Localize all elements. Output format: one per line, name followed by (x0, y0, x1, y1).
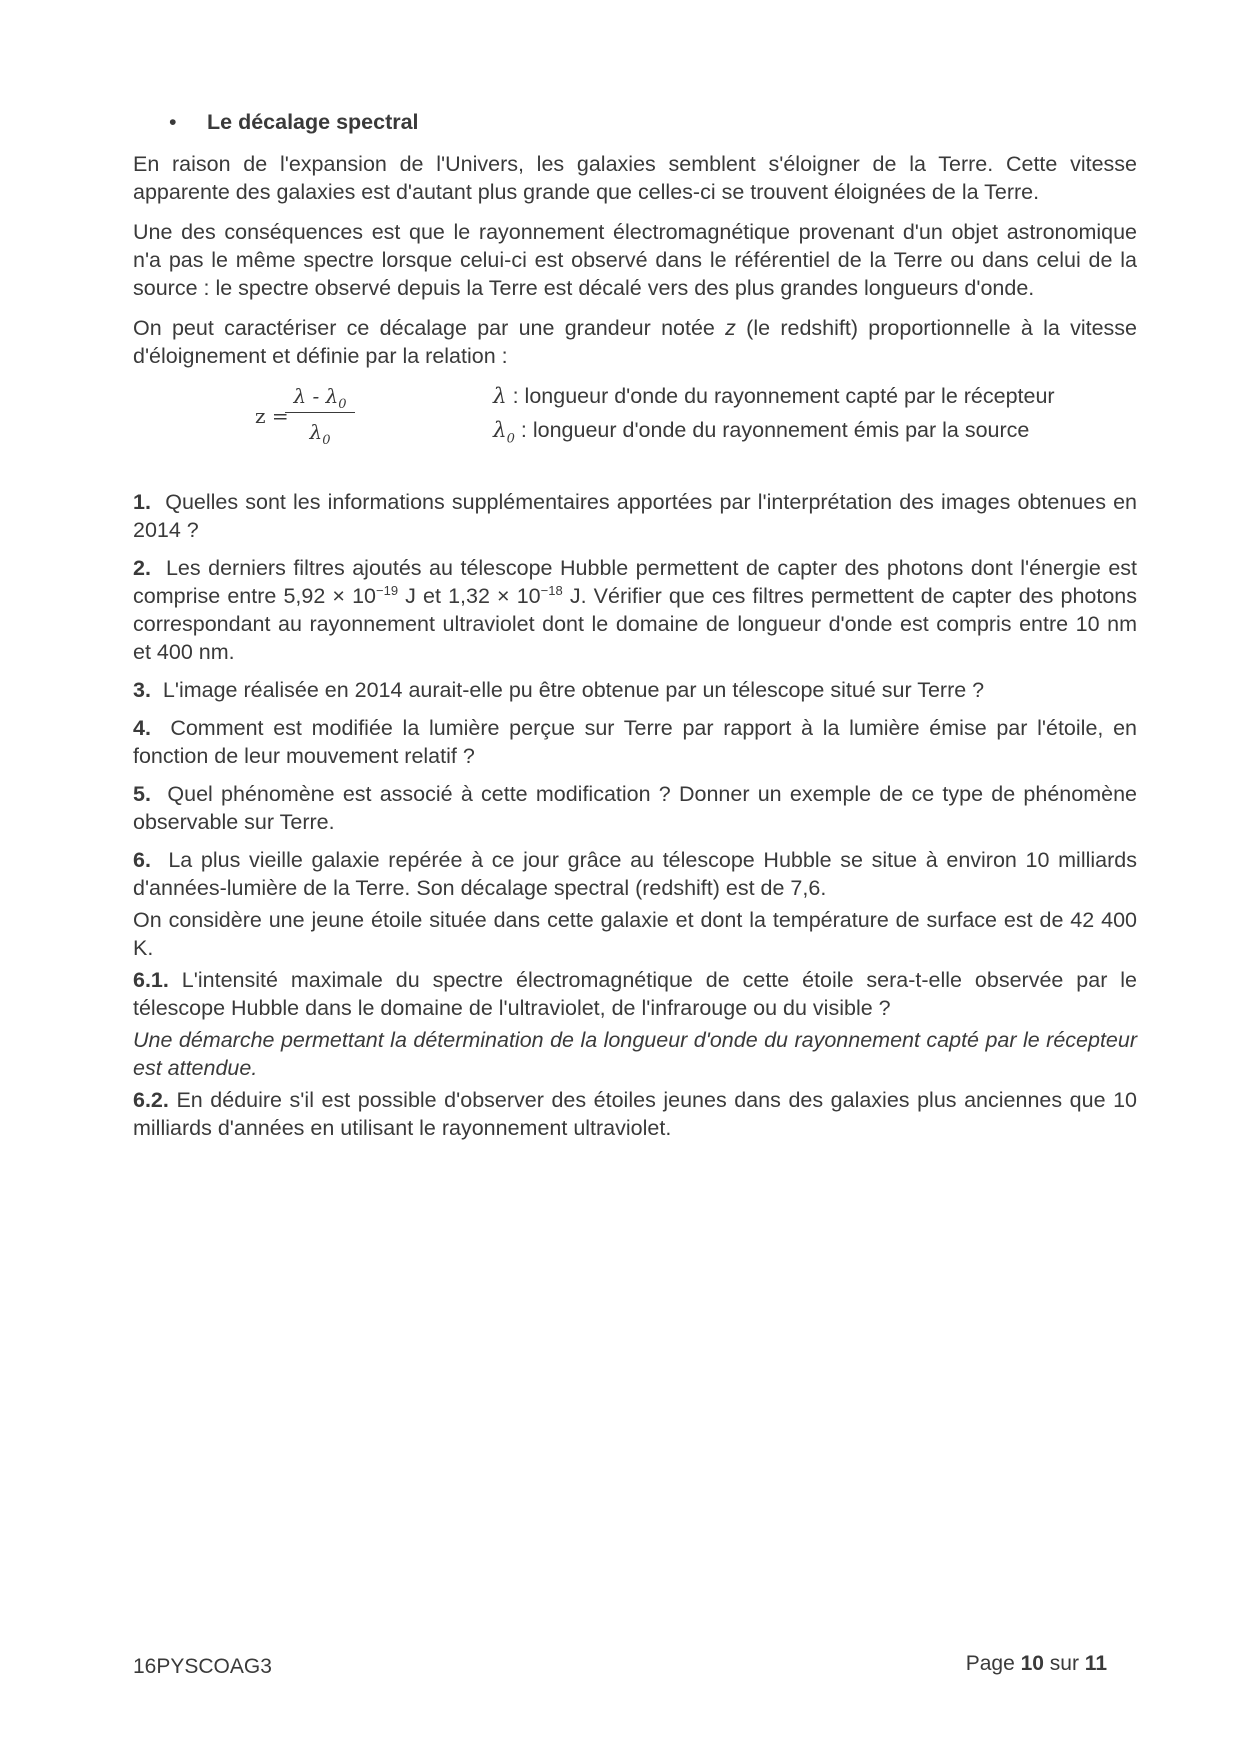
question-4: 4. Comment est modifiée la lumière perçue sur Terre par rapport à la lumière émise par l'étoile, en fonction de leur mouvement relatif ? (133, 716, 1137, 768)
formula-lhs: z = (255, 404, 289, 428)
question-6-1-note: Une démarche permettant la détermination de la longueur d'onde du rayonnement capté par le récepteur est attendue. (133, 1028, 1137, 1080)
formula-numerator: λ - $\lambda_0$ (293, 384, 347, 412)
question-1: 1. Quelles sont les informations supplémentaires apportées par l'interprétation des images obtenues en 2014 ? (133, 490, 1137, 542)
definition-lambda0: $\lambda_0$ : longueur d'onde du rayonnement émis par la source (493, 418, 1030, 447)
question-6-1: 6.1. L'intensité maximale du spectre électromagnétique de cette étoile sera-t-elle observée par le télescope Hubble dans le domaine de l'ultraviolet, de l'infrarouge ou du visible ? (133, 968, 1137, 1020)
page-content (133, 108, 1137, 1152)
fraction-bar (285, 412, 355, 413)
page-number: Page 10 sur 11 (965, 1652, 1107, 1675)
paragraph-redshift-intro: On peut caractériser ce décalage par une grandeur notée z (le redshift) proportionnelle à la vitesse d'éloignement et définie par la relation : (133, 316, 1137, 368)
formula-denominator: $\lambda_0$ (309, 420, 331, 448)
question-2: 2. Les derniers filtres ajoutés au télescope Hubble permettent de capter des photons dont l'énergie est comprise entre $5,92 \times 10^{-19}$ J et $1,32 \times 10^{-18}$ J. Vérifier que ces filtres permettent de capter des photons correspondant au rayonnement ultraviolet dont le domaine de longueur d'onde est compris entre 10 nm et 400 nm. (133, 556, 1137, 664)
question-3: 3. L'image réalisée en 2014 aurait-elle pu être obtenue par un télescope situé sur Terre ? (133, 678, 985, 702)
redshift-formula (255, 382, 365, 452)
question-6: 6. La plus vieille galaxie repérée à ce jour grâce au télescope Hubble se situe à environ 10 milliards d'années-lumière de la Terre. Son décalage spectral (redshift) est de 7,6. (133, 848, 1137, 900)
paragraph-expansion: En raison de l'expansion de l'Univers, les galaxies semblent s'éloigner de la Terre. Cette vitesse apparente des galaxies est d'autant plus grande que celles-ci se trouvent éloignées de la Terre. (133, 152, 1137, 204)
question-6-2: 6.2. En déduire s'il est possible d'observer des étoiles jeunes dans des galaxies plus anciennes que 10 milliards d'années en utilisant le rayonnement ultraviolet. (133, 1088, 1137, 1140)
question-5: 5. Quel phénomène est associé à cette modification ? Donner un exemple de ce type de phénomène observable sur Terre. (133, 782, 1137, 834)
variable-z: z (725, 316, 736, 340)
formula-block (133, 382, 1137, 452)
paragraph-consequence: Une des conséquences est que le rayonnement électromagnétique provenant d'un objet astronomique n'a pas le même spectre lorsque celui-ci est observé dans le référentiel de la Terre ou dans celui de la source : le spectre observé depuis la Terre est décalé vers des plus grandes longueurs d'onde. (133, 220, 1137, 300)
section-title-text: Le décalage spectral (207, 110, 419, 134)
question-6-context: On considère une jeune étoile située dans cette galaxie et dont la température de surface est de 42 400 K. (133, 908, 1137, 960)
formula-definitions (493, 382, 1133, 450)
section-title (133, 108, 1137, 136)
bullet-icon: • (169, 110, 177, 134)
definition-lambda: λ : longueur d'onde du rayonnement capté par le récepteur (493, 384, 1055, 409)
document-code: 16PYSCOAG3 (133, 1655, 272, 1678)
